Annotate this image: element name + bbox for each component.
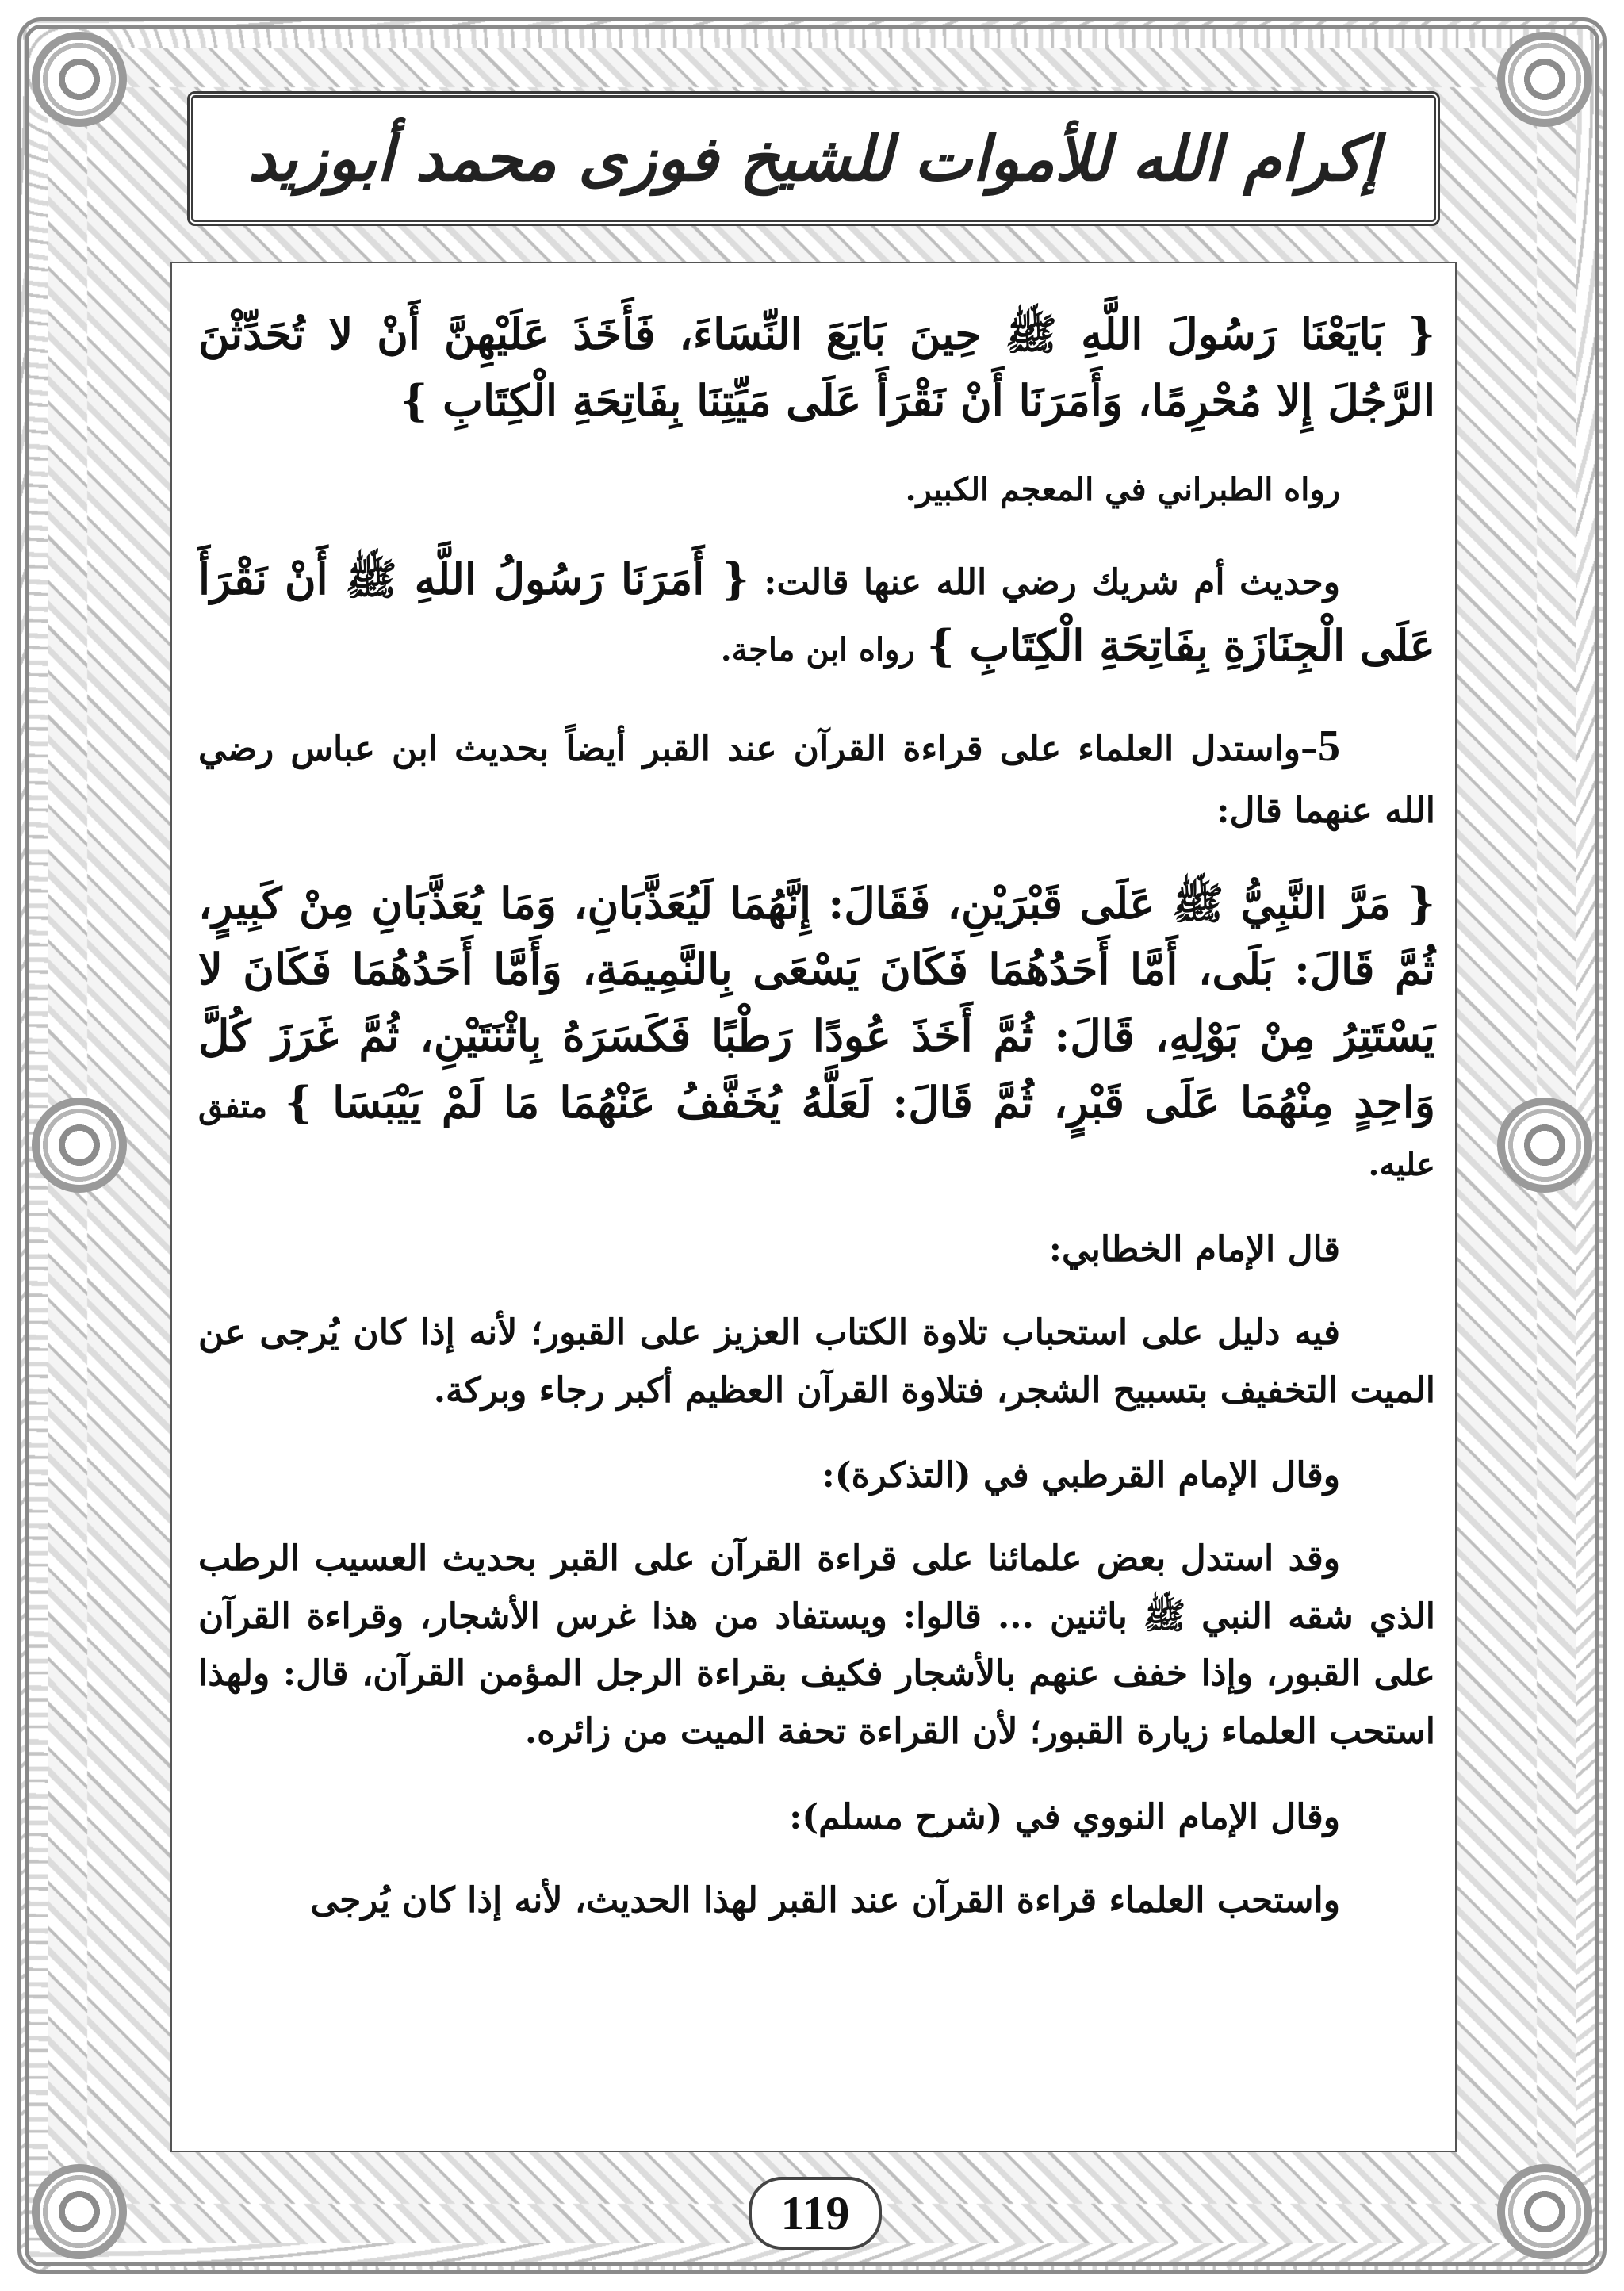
point-5-number: 5 [1318,721,1340,771]
khattabi-heading: قال الإمام الخطابي: [1048,1229,1340,1270]
corner-ornament-top-right [1497,32,1592,127]
hadith-1: { بَايَعْنَا رَسُولَ اللَّهِ ﷺ حِينَ بَايَعَ النِّسَاءَ، فَأَخَذَ عَلَيْهِنَّ أَنْ لا تُحَدِّثْنَ الرَّجُلَ إِلا مُحْرِمًا، وَأَمَرَنَا أَنْ نَقْرَأَ عَلَى مَيِّتِنَا بِفَاتِحَةِ الْكِتَابِ } [198,308,1435,426]
hadith-3-paragraph [198,871,1435,1193]
point-5-text: –واستدل العلماء على قراءة القرآن عند القبر أيضاً بحديث ابن عباس رضي الله عنهما قال: [198,728,1435,832]
source-3: متفق عليه. [198,1087,1435,1184]
corner-ornament-bottom-right [1497,2164,1592,2259]
hadith-2-paragraph [198,546,1435,679]
nawawi-text: واستحب العلماء قراءة القرآن عند القبر لهذا الحديث، لأنه إذا كان يُرجى [310,1879,1340,1921]
page-number: 119 [749,2177,882,2250]
side-ornament-right [1497,1098,1592,1193]
page-content [198,301,1435,1960]
source-2: رواه ابن ماجة. [720,631,915,669]
nawawi-heading: وقال الإمام النووي في (شرح مسلم): [789,1796,1340,1837]
hadith-3: { مَرَّ النَّبِيُّ ﷺ عَلَى قَبْرَيْنِ، فَقَالَ: إِنَّهُمَا لَيُعَذَّبَانِ، وَمَا يُعَذَّبَانِ مِنْ كَبِيرٍ، ثُمَّ قَالَ: بَلَى، أَمَّا أَحَدُهُمَا فَكَانَ يَسْعَى بِالنَّمِيمَةِ، وَأَمَّا أَحَدُهُمَا فَكَانَ لا يَسْتَتِرُ مِنْ بَوْلِهِ، قَالَ: ثُمَّ أَخَذَ عُودًا رَطْبًا فَكَسَرَهُ بِاثْنَتَيْنِ، ثُمَّ غَرَزَ كُلَّ وَاحِدٍ مِنْهُمَا عَلَى قَبْرٍ، ثُمَّ قَالَ: لَعَلَّهُ يُخَفَّفُ عَنْهُمَا مَا لَمْ يَيْبَسَا } [198,877,1435,1128]
corner-ornament-top-left [32,32,127,127]
hadith-2-intro: وحديث أم شريك رضي الله عنها قالت: [764,562,1340,603]
side-ornament-left [32,1098,127,1193]
qurtubi-heading: وقال الإمام القرطبي في (التذكرة): [822,1455,1340,1496]
khattabi-text: فيه دليل على استحباب تلاوة الكتاب العزيز على القبور؛ لأنه إذا كان يُرجى عن الميت التخفيف بتسبيح الشجر، فتلاوة القرآن العظيم أكبر رجاء وبركة. [198,1312,1435,1411]
source-1: رواه الطبراني في المعجم الكبير. [905,471,1340,509]
page-title: إكرام الله للأموات للشيخ فوزى محمد أبوزيد [247,122,1380,195]
hadith-2: { أَمَرَنَا رَسُولُ اللَّهِ ﷺ أَنْ نَقْرَأَ عَلَى الْجِنَازَةِ بِفَاتِحَةِ الْكِتَابِ } [198,554,1435,672]
point-5 [198,710,1435,841]
title-banner [187,91,1440,226]
qurtubi-text: وقد استدل بعض علمائنا على قراءة القرآن على القبر بحديث العسيب الرطب الذي شقه النبي ﷺ باثنين ... قالوا: ويستفاد من هذا غرس الأشجار، وقراءة القرآن على القبور، وإذا خفف عنهم بالأشجار فكيف بقراءة الرجل المؤمن القرآن، قال: ولهذا استحب العلماء زيارة القبور؛ لأن القراءة تحفة الميت من زائره. [198,1538,1435,1753]
corner-ornament-bottom-left [32,2164,127,2259]
